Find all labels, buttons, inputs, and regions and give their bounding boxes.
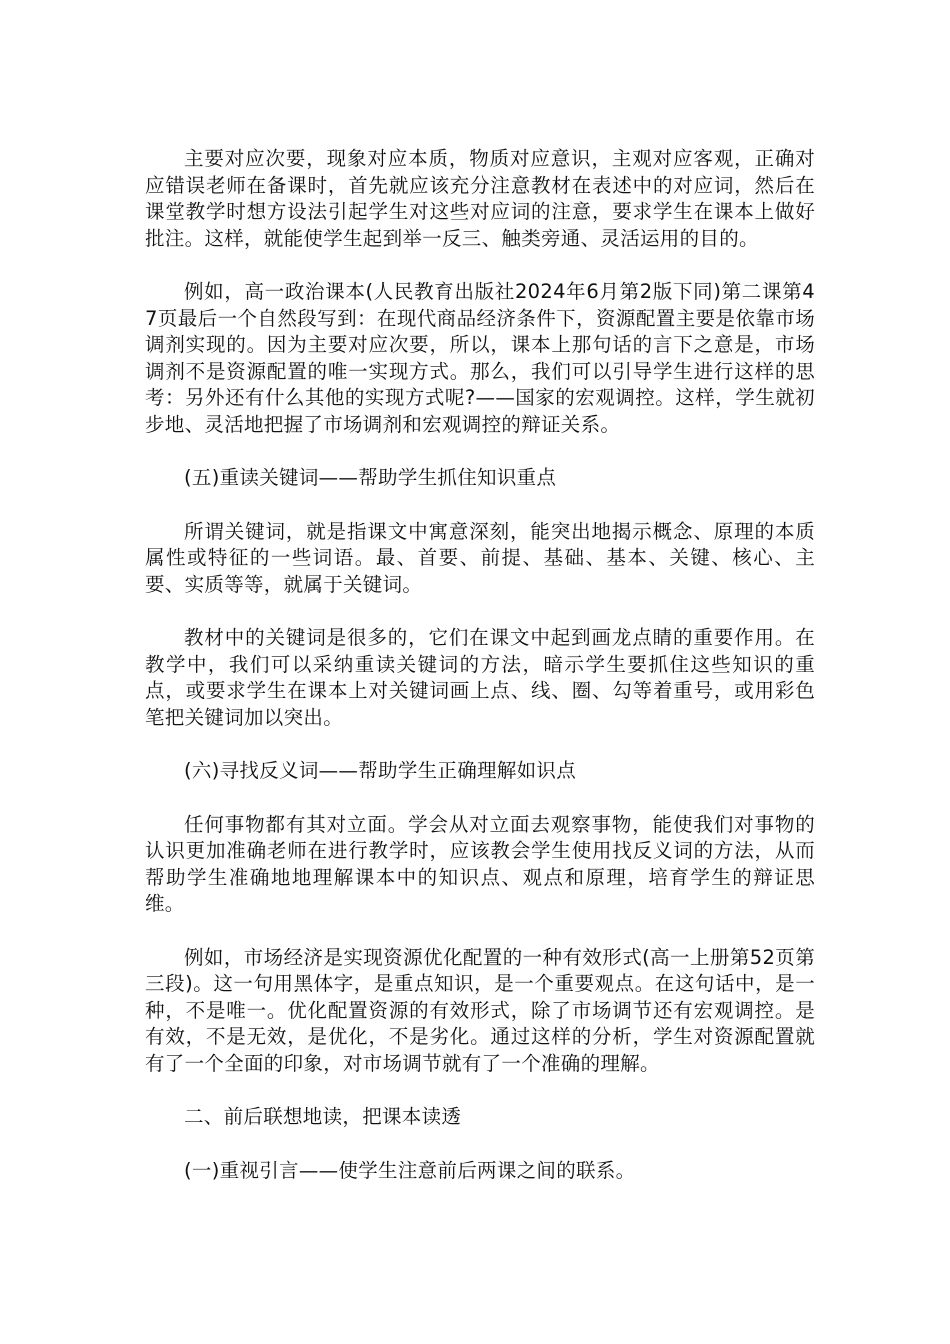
section-heading-antonyms: (六)寻找反义词——帮助学生正确理解如识点 — [184, 759, 577, 782]
paragraph-antonym-method: 任何事物都有其对立面。学会从对立面去观察事物，能使我们对事物的认识更加准确老师在进行教学时，应该教会学生使用找反义词的方法，从而帮助学生准确地地理解课本中的知识点、观点和原理，培育学生的辩证思维。 — [145, 812, 815, 915]
paragraph-keyword-definition: 所谓关键词，就是指课文中寓意深刻，能突出地揭示概念、原理的本质属性或特征的一些词语。最、首要、前提、基础、基本、关键、核心、主要、实质等等，就属于关键词。 — [145, 519, 815, 596]
paragraph-keyword-teaching: 教材中的关键词是很多的，它们在课文中起到画龙点睛的重要作用。在教学中，我们可以采纳重读关键词的方法，暗示学生要抓住这些知识的重点，或要求学生在课本上对关键词画上点、线、圈、勾等着重号，或用彩色笔把关键词加以突出。 — [145, 626, 815, 729]
paragraph-example-market-economy: 例如，市场经济是实现资源优化配置的一种有效形式(高一上册第52页第三段)。这一句用黑体字，是重点知识，是一个重要观点。在这句话中，是一种，不是唯一。优化配置资源的有效形式，除了市场调节还有宏观调控。是有效，不是无效，是优化，不是劣化。通过这样的分析，学生对资源配置就有了一个全面的印象，对市场调节就有了一个准确的理解。 — [145, 945, 815, 1075]
section-heading-introduction: (一)重视引言——使学生注意前后两课之间的联系。 — [184, 1158, 636, 1182]
paragraph-opposite-words: 主要对应次要，现象对应本质，物质对应意识，主观对应客观，正确对应错误老师在备课时，首先就应该充分注意教材在表述中的对应词，然后在课堂教学时想方设法引起学生对这些对应词的注意，要求学生在课本上做好批注。这样，就能使学生起到举一反三、触类旁通、灵活运用的目的。 — [145, 147, 815, 250]
section-heading-keywords: (五)重读关键词——帮助学生抓住知识重点 — [184, 466, 557, 489]
document-body — [145, 146, 815, 1211]
section-heading-associative-reading: 二、前后联想地读，把课本读透 — [184, 1105, 462, 1128]
paragraph-example-market-allocation: 例如，高一政治课本(人民教育出版社2024年6月第2版下同)第二课第47页最后一个自然段写到：在现代商品经济条件下，资源配置主要是依靠市场调剂实现的。因为主要对应次要，所以，课本上那句话的言下之意是，市场调剂不是资源配置的唯一实现方式。那么，我们可以引导学生进行这样的思考：另外还有什么其他的实现方式呢?——国家的宏观调控。这样，学生就初步地、灵活地把握了市场调剂和宏观调控的辩证关系。 — [145, 280, 815, 436]
